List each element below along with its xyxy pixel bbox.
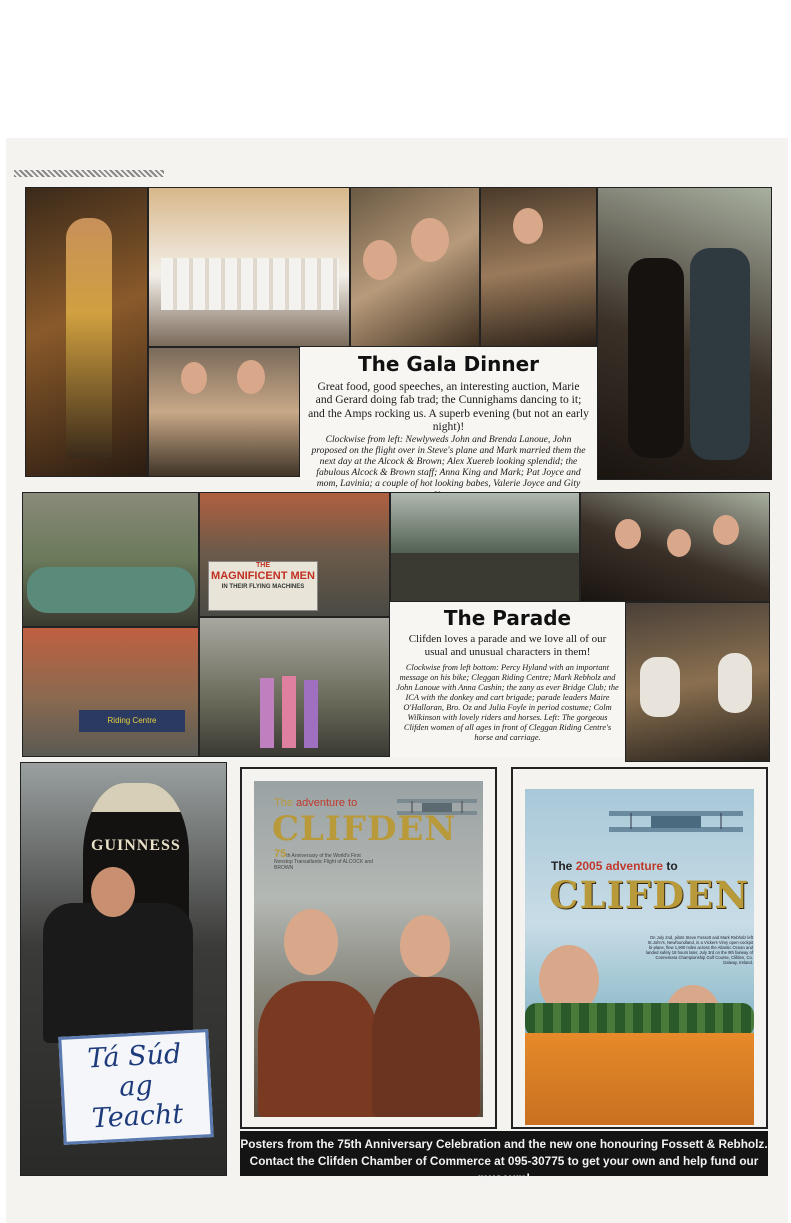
guinness-text: GUINNESS <box>91 837 181 854</box>
poster-left-title: CLIFDEN <box>272 809 457 849</box>
photo-valerie-gity <box>597 187 772 480</box>
photo-riding-centre <box>22 627 199 757</box>
banner-line3: IN THEIR FLYING MACHINES <box>221 584 305 590</box>
photo-bridge-club <box>199 617 390 757</box>
photo-percy-hyland-bike <box>20 762 227 1176</box>
photo-couple-lanoue <box>350 187 480 347</box>
header-folio <box>672 172 674 181</box>
photo-donkey-cart <box>390 492 580 602</box>
poster-right-the: The 2005 adventure to <box>551 859 678 873</box>
sign-line1: Tá Súd <box>86 1038 183 1075</box>
gala-heading: The Gala Dinner <box>358 352 539 376</box>
gala-caption-box <box>300 347 597 490</box>
sign-line3: Teacht <box>91 1098 184 1135</box>
posters-footer-bar <box>240 1131 768 1185</box>
poster-2005-adventure <box>511 767 768 1129</box>
poster-left-subtitle: 75th Anniversary of the World's First Nonstop Transatlantic Flight of ALCOCK and BROWN <box>274 848 373 871</box>
poster-right-blurb: On July 2nd, pilots Steve Fossett and Mark Rebholz left St.John's, Newfoundland, in a Vickers Vimy open-cockpit bi-plane, flew 1,900 miles across the Atlantic Ocean and landed safely 18 hours later, July 3rd on the 9th fairway of Connemara Championship Golf Course, Clifden, Co. Galway, Ireland. <box>645 935 753 965</box>
photo-alex-xuereb <box>480 187 597 347</box>
parade-caption-box <box>390 602 625 757</box>
parade-heading: The Parade <box>443 606 572 630</box>
gala-caption: Clockwise from left: Newlyweds John and Brenda Lanoue, John proposed on the flight over in Steve's plane and Mark married them the next day at the Alcock & Brown; Alex Xuereb looking splendid; the fabulous Alcock & Brown staff; Anna King and Mark; Pat Joyce and mom, Lavinia; a couple of hot looking babes, Valerie Joyce and Gity <box>311 433 586 490</box>
riding-centre-banner: Riding Centre <box>79 710 185 732</box>
poster-75th-anniversary <box>240 767 497 1129</box>
ta-sud-sign <box>58 1029 213 1145</box>
photo-horses-riders <box>625 602 770 762</box>
parade-caption: Clockwise from left bottom: Percy Hyland with an important message on his bike; Cleggan Riding Centre; Mark Rebholz and John Lanoue with Anna Cashin; the zany as ever Bridge Club; the ICA with the donkey and cart brigade; parade leaders Maire O'Halloran, Bro. Oz and Julia Foyle in period costume; Colm Wilkinson with lovely riders and horses. Left: The gorgeous Clifden women of all ages in front of Cleggan Riding Centre's horse and carriage. <box>396 663 619 743</box>
parade-intro: Clifden loves a parade and we love all of our usual and unusual characters in them! <box>408 633 607 658</box>
header-pattern <box>14 170 164 177</box>
photo-pat-joyce-lavinia <box>148 347 300 477</box>
photo-car-parade <box>22 492 199 627</box>
photo-magnificent-men-banner <box>199 492 390 617</box>
poster-left-the: The adventure to <box>274 797 358 809</box>
banner-line1: THE <box>256 562 270 569</box>
footer-line2: Contact the Clifden Chamber of Commerce at 095-30775 to get your own and help fund our museum! <box>249 1154 759 1185</box>
photo-woman-costume <box>25 187 148 477</box>
photo-parade-leaders <box>580 492 770 602</box>
poster-right-title: CLIFDEN <box>549 873 750 917</box>
sign-line2: ag <box>118 1070 154 1103</box>
footer-line1: Posters from the 75th Anniversary Celebration and the new one honouring Fossett & Rebholz. <box>240 1137 768 1151</box>
biplane-icon-2 <box>601 797 751 853</box>
photo-hotel-staff <box>148 187 350 347</box>
banner-line2: MAGNIFICENT MEN <box>211 570 315 582</box>
gala-intro: Great food, good speeches, an interesting auction, Marie and Gerard doing fab trad; the Cunnighams dancing to it; and the Amps rocking us. A superb evening (but not an early night)! <box>308 380 589 434</box>
